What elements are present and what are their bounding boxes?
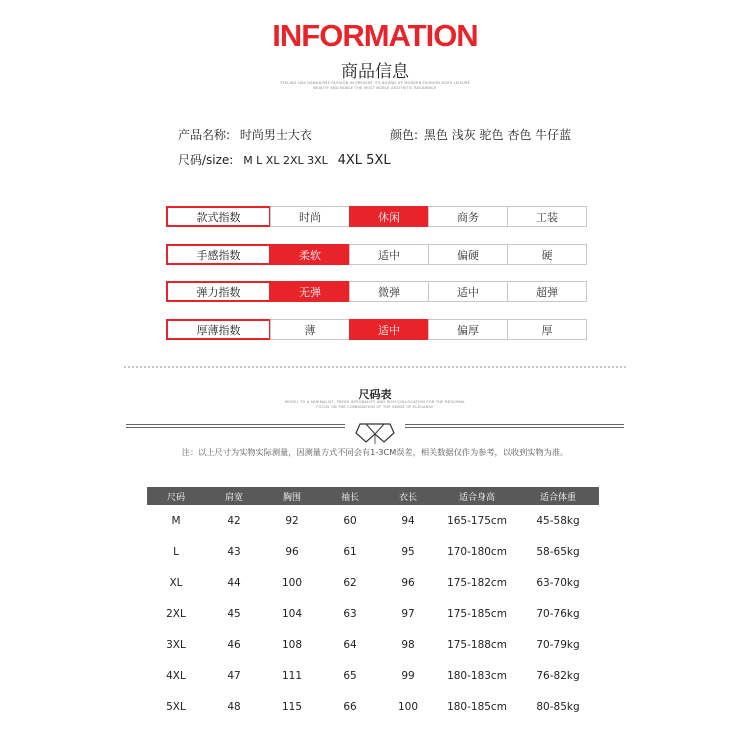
col-header: 胸围 xyxy=(263,487,321,505)
index-option: 工装 xyxy=(507,206,587,227)
table-row xyxy=(147,536,599,567)
table-cell: L xyxy=(173,545,179,558)
index-option: 适中 xyxy=(349,244,429,265)
table-row xyxy=(147,629,599,660)
table-cell: 180-185cm xyxy=(447,700,507,713)
product-name-value: 时尚男士大衣 xyxy=(239,128,312,142)
index-option: 微弹 xyxy=(349,281,429,302)
product-name xyxy=(178,126,312,143)
table-cell: 2XL xyxy=(166,607,186,620)
table-cell: 95 xyxy=(401,545,415,558)
header-tagline-2: BEAUTY AND NOBLE THE MOST NOBLE AESTHETIC RESIDENCE xyxy=(313,86,437,90)
table-cell: 46 xyxy=(227,638,241,651)
index-row-style xyxy=(166,206,589,227)
table-row xyxy=(147,691,599,722)
table-cell: 48 xyxy=(227,700,241,713)
table-cell: 61 xyxy=(343,545,357,558)
index-label: 手感指数 xyxy=(166,244,271,265)
table-cell: 63-70kg xyxy=(536,576,580,589)
table-cell: 58-65kg xyxy=(536,545,580,558)
header-tagline-1: TEELING HAS HANDSOME FASHION IN PRESENT ITS BOUND UP MODERN FASHION DOES LEISURE xyxy=(279,81,471,85)
table-cell: 92 xyxy=(285,514,299,527)
index-label: 厚薄指数 xyxy=(166,319,271,340)
table-row xyxy=(147,598,599,629)
table-cell: 66 xyxy=(343,700,357,713)
color-label: 颜色: xyxy=(390,128,419,142)
col-header: 衣长 xyxy=(379,487,437,505)
index-option-selected: 休闲 xyxy=(349,206,429,227)
table-cell: 42 xyxy=(227,514,241,527)
table-cell: XL xyxy=(169,576,183,589)
table-cell: 108 xyxy=(281,638,303,651)
table-row xyxy=(147,505,599,536)
table-cell: 99 xyxy=(401,669,415,682)
table-cell: 104 xyxy=(281,607,303,620)
table-cell: 44 xyxy=(227,576,241,589)
index-option: 适中 xyxy=(428,281,508,302)
index-option: 厚 xyxy=(507,319,587,340)
table-cell: 98 xyxy=(401,638,415,651)
index-option: 薄 xyxy=(270,319,350,340)
table-cell: 43 xyxy=(227,545,241,558)
table-cell: 3XL xyxy=(166,638,186,651)
section-divider xyxy=(124,366,626,368)
size-chart-tagline-2: FOCUS ON THE COMBINATION OF THE SENSE OF ELEGANCE xyxy=(316,405,434,409)
table-cell: 45-58kg xyxy=(536,514,580,527)
index-option-selected: 无弹 xyxy=(270,281,350,302)
table-cell: 175-188cm xyxy=(447,638,507,651)
table-cell: 4XL xyxy=(166,669,186,682)
col-header: 袖长 xyxy=(321,487,379,505)
size-value-small: M L XL 2XL 3XL xyxy=(243,154,328,167)
size-table-header xyxy=(147,487,599,505)
page-title: INFORMATION xyxy=(272,18,478,53)
table-cell: 165-175cm xyxy=(447,514,507,527)
table-cell: 5XL xyxy=(166,700,186,713)
table-cell: 94 xyxy=(401,514,415,527)
table-cell: 70-76kg xyxy=(536,607,580,620)
measurement-note: 注：以上尺寸为实物实际测量，因测量方式不同会有1-3CM误差，相关数据仅作为参考，以收到实物为准。 xyxy=(181,447,569,457)
index-row-thickness xyxy=(166,319,589,340)
table-cell: 64 xyxy=(343,638,357,651)
size-label: 尺码/size: xyxy=(178,153,234,167)
index-option: 时尚 xyxy=(270,206,350,227)
size-chart-tagline-1: MODEL TO A MINIMALIST, FRESH INTIONALITY AND RICH COLLOCATION FOR THE REGIONAL xyxy=(284,400,466,404)
table-cell: 97 xyxy=(401,607,415,620)
col-header: 尺码 xyxy=(147,487,205,505)
table-cell: 60 xyxy=(343,514,357,527)
table-cell: 175-182cm xyxy=(447,576,507,589)
size-value-large: 4XL 5XL xyxy=(337,153,391,168)
product-name-label: 产品名称: xyxy=(178,128,231,142)
col-header: 适合身高 xyxy=(437,487,517,505)
index-option: 商务 xyxy=(428,206,508,227)
table-cell: 100 xyxy=(281,576,303,589)
table-cell: 115 xyxy=(281,700,303,713)
size-chart-title: 尺码表 xyxy=(358,388,392,401)
color-value: 黑色 浅灰 驼色 杏色 牛仔蓝 xyxy=(423,128,572,142)
table-cell: 170-180cm xyxy=(447,545,507,558)
table-row xyxy=(147,660,599,691)
table-cell: 70-79kg xyxy=(536,638,580,651)
index-option: 硬 xyxy=(507,244,587,265)
table-cell: 100 xyxy=(397,700,419,713)
table-cell: 45 xyxy=(227,607,241,620)
table-cell: M xyxy=(171,514,181,527)
index-row-feel xyxy=(166,244,589,265)
table-cell: 65 xyxy=(343,669,357,682)
table-cell: 62 xyxy=(343,576,357,589)
table-cell: 111 xyxy=(281,669,303,682)
product-sizes xyxy=(178,151,391,168)
table-row xyxy=(147,567,599,598)
table-cell: 47 xyxy=(227,669,241,682)
table-cell: 180-183cm xyxy=(447,669,507,682)
size-table xyxy=(147,487,599,722)
index-option: 偏厚 xyxy=(428,319,508,340)
index-option: 偏硬 xyxy=(428,244,508,265)
collar-divider-icon xyxy=(120,415,630,447)
table-cell: 96 xyxy=(401,576,415,589)
index-label: 弹力指数 xyxy=(166,281,271,302)
table-cell: 76-82kg xyxy=(536,669,580,682)
col-header: 适合体重 xyxy=(517,487,599,505)
index-row-elasticity xyxy=(166,281,589,302)
table-cell: 175-185cm xyxy=(447,607,507,620)
index-option: 超弹 xyxy=(507,281,587,302)
index-option-selected: 适中 xyxy=(349,319,429,340)
product-colors xyxy=(390,126,571,143)
index-option-selected: 柔软 xyxy=(270,244,350,265)
page-subtitle: 商品信息 xyxy=(341,62,409,82)
table-cell: 80-85kg xyxy=(536,700,580,713)
col-header: 肩宽 xyxy=(205,487,263,505)
index-label: 款式指数 xyxy=(166,206,271,227)
table-cell: 96 xyxy=(285,545,299,558)
table-cell: 63 xyxy=(343,607,357,620)
